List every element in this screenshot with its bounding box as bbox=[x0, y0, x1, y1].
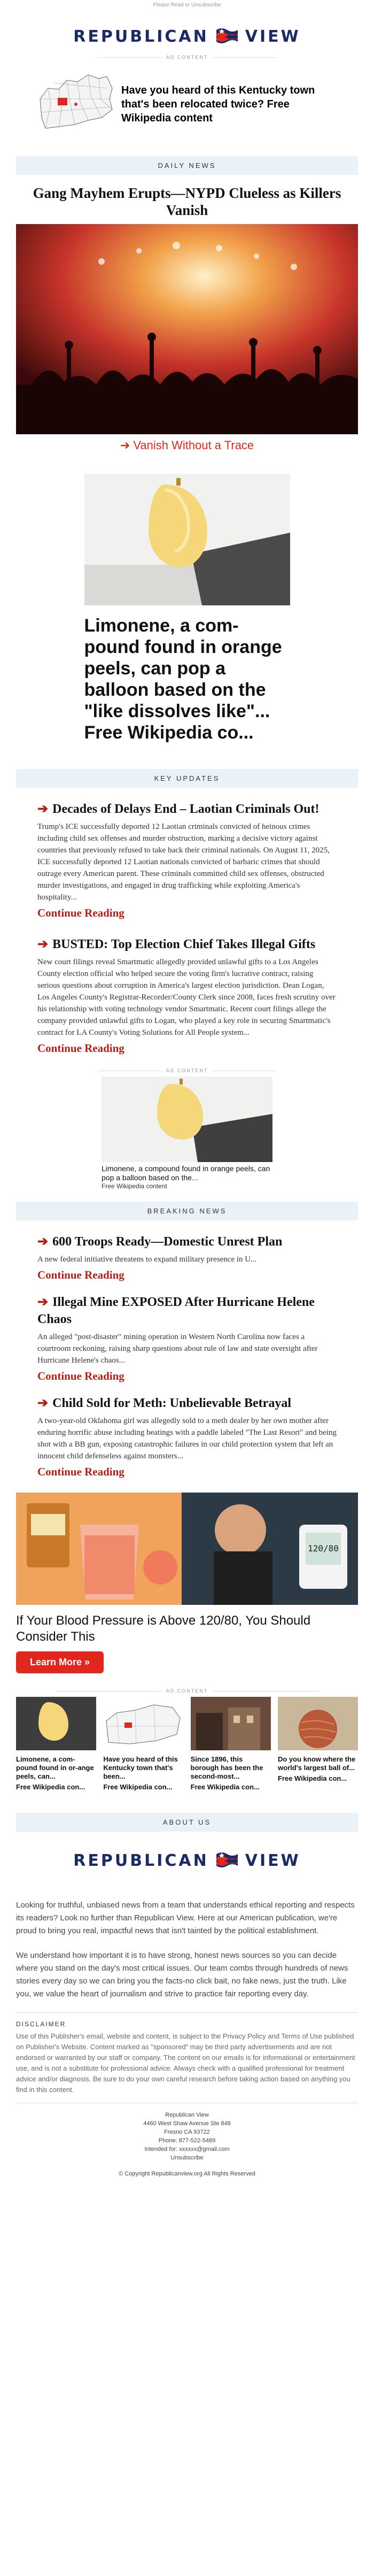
ad-label: AD CONTENT bbox=[16, 1688, 358, 1694]
footer-logo[interactable] bbox=[16, 1846, 358, 1875]
section-breaking-news: BREAKING NEWS bbox=[16, 1202, 358, 1220]
about-section bbox=[16, 1899, 358, 2001]
grid-ad-source: Free Wikipedia con... bbox=[16, 1783, 85, 1791]
header-logo[interactable] bbox=[16, 21, 358, 51]
daily-headline[interactable]: Gang Mayhem Erupts—NYPD Clueless as Killers Vanish bbox=[33, 185, 341, 218]
kentucky-thumb-image bbox=[103, 1697, 183, 1750]
footer-intended: Intended for: xxxxxx@gmail.com bbox=[144, 2146, 230, 2152]
bullet-arrow-icon: ➔ bbox=[37, 1235, 49, 1249]
logo-word-left: REPUBLICAN bbox=[73, 27, 209, 46]
footer-copyright: © Copyright Republicanview.org All Rights Reserved bbox=[119, 2171, 255, 2177]
bullet-arrow-icon: ➔ bbox=[37, 937, 49, 951]
section-about-us: ABOUT US bbox=[16, 1813, 358, 1832]
grid-ad-title: Have you heard of this Kentucky town that's been... bbox=[103, 1755, 178, 1780]
continue-reading-link[interactable]: Continue Reading bbox=[37, 1268, 124, 1281]
logo-flag-icon bbox=[214, 1850, 240, 1871]
grid-ad-title: Limonene, a com-pound found in or-ange peels, can... bbox=[16, 1755, 94, 1780]
bullet-arrow-icon: ➔ bbox=[37, 1396, 49, 1410]
bullet-arrow-icon: ➔ bbox=[37, 802, 49, 816]
about-paragraph: Looking for truthful, unbiased news from a team that understands ethical reporting and respects its readers? Look no further than Republican View. Here at our American publication, we're proud to bring you real, impactful news that isn't tainted by the political establishment. bbox=[16, 1901, 355, 1935]
divider bbox=[16, 2012, 358, 2013]
section-daily-news: DAILY NEWS bbox=[16, 156, 358, 175]
footer bbox=[16, 2111, 358, 2178]
ad-label: AD CONTENT bbox=[16, 55, 358, 60]
lemon-thumb-image bbox=[16, 1697, 96, 1750]
article-body: A new federal initiative threatens to expand military presence in U... bbox=[37, 1255, 257, 1264]
article-election-chief[interactable] bbox=[16, 936, 358, 1055]
preheader[interactable]: Please Read or Unsubscribe bbox=[153, 2, 221, 8]
lemon-balloon-image bbox=[102, 1076, 272, 1162]
logo-word-right: VIEW bbox=[245, 1851, 301, 1870]
article-laotian[interactable] bbox=[16, 801, 358, 920]
continue-reading-link[interactable]: Continue Reading bbox=[37, 906, 124, 919]
logo-word-left: REPUBLICAN bbox=[73, 1851, 209, 1870]
footer-address1: 4460 West Shaw Avenue Ste 848 bbox=[143, 2120, 231, 2127]
section-key-updates: KEY UPDATES bbox=[16, 769, 358, 788]
ad-limonene-caption: Limonene, a compound found in orange peels, can pop a balloon based on the... bbox=[102, 1164, 270, 1182]
grid-ad-title: Since 1896, this borough has been the second-most... bbox=[190, 1755, 263, 1780]
grid-ad-item[interactable] bbox=[16, 1697, 96, 1791]
footer-address2: Fresno CA 93722 bbox=[164, 2129, 210, 2135]
ad-blood-pressure[interactable] bbox=[16, 1493, 358, 1673]
article-body: An alleged "post-disaster" mining operation in Western North Carolina now faces a courtroom reckoning, raising sharp questions about rule of law and state oversight after Hurricane Helene's chaos... bbox=[37, 1333, 318, 1365]
lemon-feature-ad[interactable] bbox=[84, 474, 290, 743]
unsubscribe-link[interactable]: Unsubscribe bbox=[170, 2155, 204, 2161]
grid-ad-item[interactable] bbox=[278, 1697, 358, 1791]
article-illegal-mine[interactable] bbox=[16, 1294, 358, 1383]
grid-ad-source: Free Wikipedia con... bbox=[277, 1774, 347, 1782]
logo-flag-icon bbox=[214, 26, 240, 47]
ad-limonene-source: Free Wikipedia content bbox=[102, 1182, 167, 1190]
lemon-balloon-image bbox=[84, 474, 290, 605]
learn-more-button[interactable]: Learn More » bbox=[16, 1651, 104, 1673]
article-title[interactable]: ➔ Child Sold for Meth: Unbelievable Betrayal bbox=[37, 1396, 291, 1410]
ad-label: AD CONTENT bbox=[16, 1068, 358, 1073]
about-paragraph: We understand how important it is to have strong, honest news sources so you can decide where you stand on the day's most critical issues. Our team combs through hundreds of news stories every day so we can bring you the facts-no click bait, no fake news, just the truth. Like you, we value the heart of journalism and strive to practice fair reporting every day. bbox=[16, 1951, 348, 1998]
bullet-arrow-icon: ➔ bbox=[37, 1295, 49, 1309]
grid-ad-source: Free Wikipedia con... bbox=[103, 1783, 173, 1791]
kentucky-map-image bbox=[37, 67, 115, 142]
continue-reading-link[interactable]: Continue Reading bbox=[37, 1465, 124, 1478]
disclaimer-heading: DISCLAIMER bbox=[16, 2020, 66, 2028]
article-title[interactable]: ➔ Illegal Mine EXPOSED After Hurricane Helene Chaos bbox=[37, 1295, 315, 1326]
footer-phone: Phone: 877-522-5489 bbox=[158, 2137, 216, 2144]
article-title[interactable]: ➔ BUSTED: Top Election Chief Takes Illegal Gifts bbox=[37, 937, 316, 951]
ad-kentucky-text: Have you heard of this Kentucky town that's been relocated twice? Free Wikipedia content bbox=[121, 84, 315, 124]
concert-crowd-image[interactable] bbox=[16, 224, 358, 434]
bp-ad-title: If Your Blood Pressure is Above 120/80, You Should Consider This bbox=[16, 1613, 311, 1644]
continue-reading-link[interactable]: Continue Reading bbox=[37, 1370, 124, 1382]
bp-monitor-reading: 120/80 bbox=[308, 1543, 339, 1554]
continue-reading-link[interactable]: Continue Reading bbox=[37, 1042, 124, 1055]
article-child-sold[interactable] bbox=[16, 1395, 358, 1479]
grid-ad-source: Free Wikipedia con... bbox=[190, 1783, 260, 1791]
ad-kentucky-town[interactable] bbox=[37, 64, 337, 144]
disclaimer-text: Use of this Publisher's email, website and content, is subject to the Privacy Policy and Terms of Use published on Publisher's Website. Content marked as "sponsored" may be third party advertisements and are not endorsed or warranted by our staff or company. The content on our emails is for informational or entertainment use, and is not a substitute for professional advice. Always check with a qualified professional for treatment advice and/or diagnosis. Be sure to do your own careful research before taking action based on anything you find in this content. bbox=[16, 2032, 355, 2094]
grid-ad-item[interactable] bbox=[103, 1697, 183, 1791]
footer-name: Republican View bbox=[165, 2112, 209, 2118]
grid-ad-item[interactable] bbox=[191, 1697, 271, 1791]
article-title[interactable]: ➔ 600 Troops Ready—Domestic Unrest Plan bbox=[37, 1235, 283, 1249]
ad-limonene-small[interactable] bbox=[102, 1076, 272, 1190]
article-body: New court filings reveal Smartmatic allegedly provided unlawful gifts to a Los Angeles County election official who helped secure the voting firm's lucrative contract, raising serious questions about corruption in America's largest election jurisdiction. Dean Logan, Los Angeles County's Registrar-Recorder/County Clerk since 2008, faces fresh scrutiny over his relationship with voting technology vendor Smartmatic. Recent court filings allege the company provided unlawful gifts to Logan, who played a key role in securing Smartmatic's contract for LA County's Voting Solutions for All People system... bbox=[37, 958, 336, 1037]
article-title[interactable]: ➔ Decades of Delays End – Laotian Criminals Out! bbox=[37, 802, 320, 816]
ad-grid bbox=[16, 1697, 358, 1791]
grid-ad-title: Do you know where the world's largest ball of... bbox=[277, 1755, 356, 1772]
article-body: Trump's ICE successfully deported 12 Laotian criminals convicted of heinous crimes including child sex offenses and murder obstruction, marking a decisive victory against countries that previously refused to take back their criminal nationals. On August 11, 2025, ICE successfully deported 12 Laotian nationals convicted of barbaric crimes that should outrage every American parent. These criminals committed child sex offenses, obstructed murder investigations, and engaged in drug trafficking while exploiting America's hospitality... bbox=[37, 822, 330, 902]
article-body: A two-year-old Oklahoma girl was allegedly sold to a meth dealer by her own mother after enduring horrific abuse including beatings with a paddle labeled "The Last Resort" and being shot with a BB gun, exposing catastrophic failures in our child protection system that left an innocent child defenseless against monsters... bbox=[37, 1417, 337, 1460]
borough-thumb-image bbox=[191, 1697, 271, 1750]
blood-pressure-image bbox=[16, 1493, 358, 1605]
vanish-link[interactable]: ➔ Vanish Without a Trace bbox=[120, 439, 254, 452]
lemon-feature-title: Limonene, a com-pound found in orange peels, can pop a balloon based on the "like dissolves like"... Free Wikipedia co... bbox=[84, 616, 282, 743]
logo-word-right: VIEW bbox=[245, 27, 301, 46]
article-600-troops[interactable] bbox=[16, 1233, 358, 1282]
ball-thumb-image bbox=[278, 1697, 358, 1750]
